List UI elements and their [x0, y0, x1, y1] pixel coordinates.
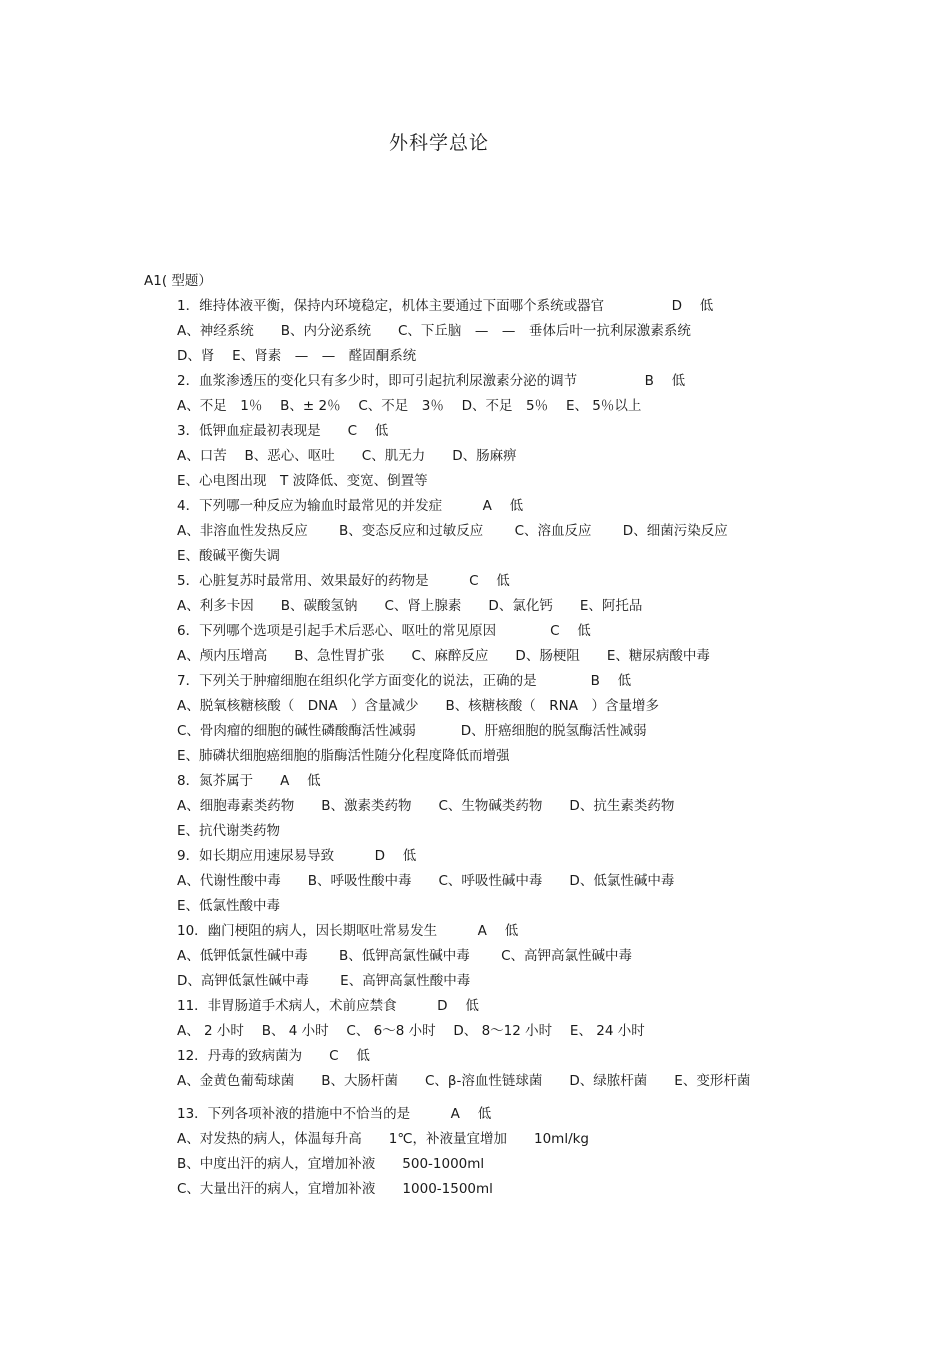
option-line: D、高钾低氯性碱中毒 E、高钾高氯性酸中毒 — [177, 973, 471, 989]
question-line: 1．维持体液平衡，保持内环境稳定，机体主要通过下面哪个系统或器官 D 低 — [177, 298, 714, 314]
question-line: 11．非胃肠道手术病人，术前应禁食 D 低 — [177, 998, 479, 1014]
question-line: 5．心脏复苏时最常用、效果最好的药物是 C 低 — [177, 573, 510, 589]
option-line: A、不足 1％ B、± 2％ C、不足 3％ D、不足 5％ E、 5％以上 — [177, 398, 642, 414]
question-line: 6．下列哪个选项是引起手术后恶心、呕吐的常见原因 C 低 — [177, 623, 591, 639]
option-line: A、 2 小时 B、 4 小时 C、 6～8 小时 D、 8～12 小时 E、 24 小时 — [177, 1023, 645, 1039]
question-line: 7．下列关于肿瘤细胞在组织化学方面变化的说法，正确的是 B 低 — [177, 673, 632, 689]
option-line: A、脱氧核糖核酸（ DNA ）含量减少 B、核糖核酸（ RNA ）含量增多 — [177, 698, 659, 714]
option-line: A、利多卡因 B、碳酸氢钠 C、肾上腺素 D、氯化钙 E、阿托品 — [177, 598, 643, 614]
question-line: 3．低钾血症最初表现是 C 低 — [177, 423, 389, 439]
option-line: A、细胞毒素类药物 B、激素类药物 C、生物碱类药物 D、抗生素类药物 — [177, 798, 675, 814]
option-line: C、骨肉瘤的细胞的碱性磷酸酶活性减弱 D、肝癌细胞的脱氢酶活性减弱 — [177, 723, 647, 739]
option-line: A、代谢性酸中毒 B、呼吸性酸中毒 C、呼吸性碱中毒 D、低氯性碱中毒 — [177, 873, 675, 889]
question-line: 4．下列哪一种反应为输血时最常见的并发症 A 低 — [177, 498, 524, 514]
option-line: A、对发热的病人，体温每升高 1℃，补液量宜增加 10ml/kg — [177, 1131, 589, 1147]
option-line: E、肺磷状细胞癌细胞的脂酶活性随分化程度降低而增强 — [177, 748, 510, 764]
question-line: 10．幽门梗阻的病人，因长期呕吐常易发生 A 低 — [177, 923, 519, 939]
option-line: A、颅内压增高 B、急性胃扩张 C、麻醉反应 D、肠梗阻 E、糖尿病酸中毒 — [177, 648, 710, 664]
question-list — [144, 294, 814, 1202]
option-line: C、大量出汗的病人，宜增加补液 1000-1500ml — [177, 1181, 493, 1197]
option-line: A、低钾低氯性碱中毒 B、低钾高氯性碱中毒 C、高钾高氯性碱中毒 — [177, 948, 633, 964]
section-label: A1( 型题） — [144, 273, 212, 289]
option-line-wrapped: A、金黄色葡萄球菌 B、大肠杆菌 C、β-溶血性链球菌 D、绿脓杆菌 E、变形杆菌 — [177, 1073, 751, 1089]
option-line: A、非溶血性发热反应 B、变态反应和过敏反应 C、溶血反应 D、细菌污染反应 — [177, 523, 728, 539]
option-line: B、中度出汗的病人，宜增加补液 500-1000ml — [177, 1156, 485, 1172]
option-line: E、抗代谢类药物 — [177, 823, 281, 839]
question-line: 12．丹毒的致病菌为 C 低 — [177, 1048, 370, 1064]
option-line: E、酸碱平衡失调 — [177, 548, 281, 564]
option-line: D、肾 E、肾素 — — 醛固酮系统 — [177, 348, 417, 364]
option-line: E、低氯性酸中毒 — [177, 898, 281, 914]
question-line: 9．如长期应用速尿易导致 D 低 — [177, 848, 417, 864]
question-line: 2．血浆渗透压的变化只有多少时，即可引起抗利尿激素分泌的调节 B 低 — [177, 373, 686, 389]
question-line: 8．氮芥属于 A 低 — [177, 773, 321, 789]
option-line: E、心电图出现 T 波降低、变宽、倒置等 — [177, 473, 428, 489]
document-title: 外科学总论 — [388, 132, 489, 154]
question-line: 13．下列各项补液的措施中不恰当的是 A 低 — [177, 1106, 492, 1122]
option-line: A、口苦 B、恶心、呕吐 C、肌无力 D、肠麻痹 — [177, 448, 517, 464]
option-line: A、神经系统 B、内分泌系统 C、下丘脑 — — 垂体后叶一抗利尿激素系统 — [177, 323, 691, 339]
